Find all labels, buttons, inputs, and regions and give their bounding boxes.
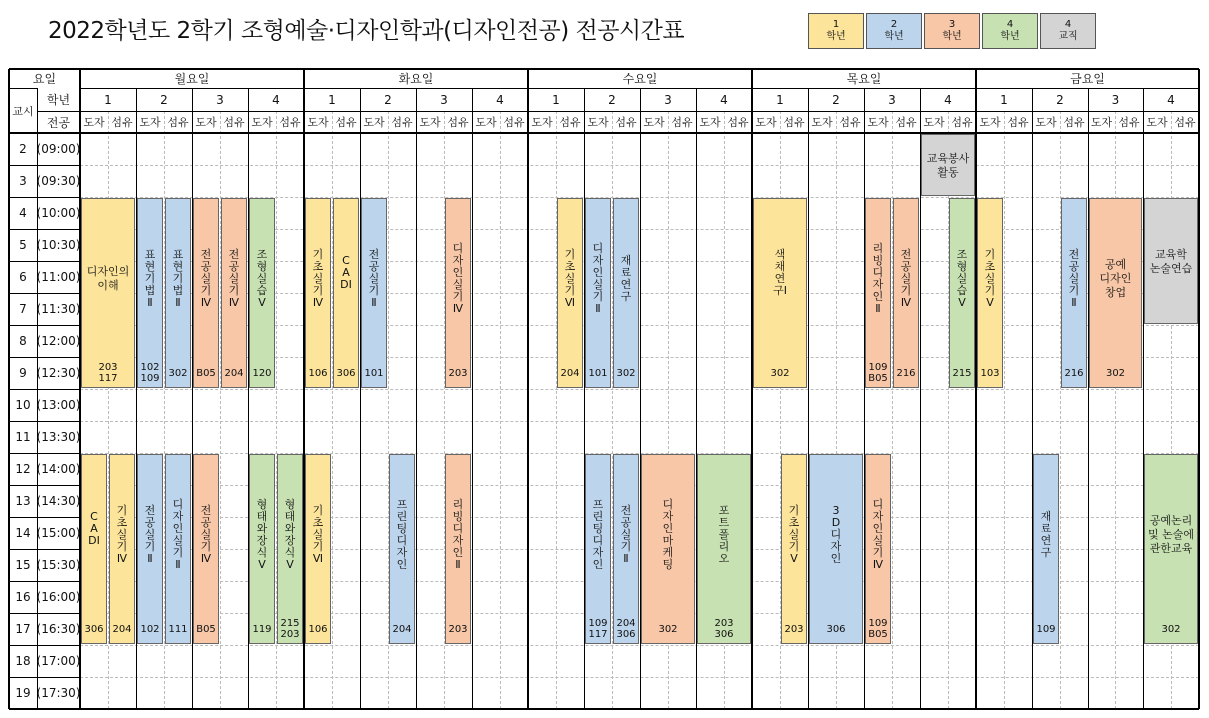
- period-number: 2: [19, 142, 27, 156]
- major-header: 도자: [643, 116, 665, 129]
- course-name: 교육봉사 활동: [926, 152, 970, 179]
- course-block[interactable]: [921, 134, 975, 196]
- period-number: 18: [15, 654, 31, 668]
- room-number: B05: [196, 368, 216, 379]
- course-block[interactable]: [585, 454, 611, 644]
- course-name: 기초실기Ⅳ: [116, 504, 128, 565]
- room-number: 204: [112, 624, 132, 635]
- year-header: 3: [888, 92, 896, 107]
- year-header: 4: [1167, 92, 1175, 107]
- major-header: 섬유: [279, 116, 301, 129]
- course-block[interactable]: [977, 198, 1003, 388]
- course-block[interactable]: [697, 454, 751, 644]
- major-header: 도자: [307, 116, 329, 129]
- legend-number: 2: [890, 19, 898, 30]
- course-block[interactable]: [585, 198, 611, 388]
- period-time: (09:30): [36, 174, 81, 188]
- year-header: 4: [720, 92, 728, 107]
- room-number: B05: [196, 624, 216, 635]
- course-name: 재료연구: [1040, 510, 1052, 559]
- course-name: 기초실기Ⅴ: [788, 504, 800, 565]
- period-number: 9: [19, 366, 27, 380]
- course-name: 기초실기Ⅵ: [312, 504, 324, 565]
- course-block[interactable]: [641, 454, 695, 644]
- course-name: 교육학 논술연습: [1149, 248, 1193, 275]
- course-name: 공예 디자인 창업: [1099, 258, 1132, 299]
- year-header: 1: [328, 92, 336, 107]
- course-block[interactable]: [445, 454, 471, 644]
- course-block[interactable]: [809, 454, 863, 644]
- course-name: 색채연구Ⅰ: [773, 248, 787, 297]
- course-name: 기초실기Ⅴ: [984, 248, 996, 309]
- header-gyosi: 교시: [12, 104, 34, 118]
- course-name: 전공실기Ⅳ: [228, 248, 240, 309]
- course-name: CADⅠ: [340, 254, 352, 291]
- period-time: (10:00): [36, 206, 81, 220]
- major-header: 도자: [811, 116, 833, 129]
- course-name: 디자인실기Ⅱ: [172, 498, 184, 571]
- page-title: 2022학년도 2학기 조형예술·디자인학과(디자인전공) 전공시간표: [48, 18, 685, 44]
- major-header: 섬유: [167, 116, 189, 129]
- course-name: 디자인실기Ⅳ: [872, 498, 884, 571]
- course-name: 표현기법Ⅱ: [172, 248, 184, 309]
- course-block[interactable]: [865, 454, 891, 644]
- course-block[interactable]: [557, 198, 583, 388]
- legend-label: 학년: [1000, 31, 1020, 42]
- major-header: 도자: [251, 116, 273, 129]
- course-block[interactable]: [1144, 198, 1198, 324]
- day-header: 월요일: [174, 72, 210, 86]
- major-header: 도자: [699, 116, 721, 129]
- year-header: 3: [440, 92, 448, 107]
- grid-vline: [975, 69, 977, 709]
- period-time: (17:00): [36, 654, 81, 668]
- room-number: 216: [1064, 368, 1084, 379]
- course-block[interactable]: [333, 198, 359, 388]
- grid-vline: [416, 111, 417, 709]
- legend-label: 학년: [884, 31, 904, 42]
- room-number: 204 306: [616, 618, 636, 640]
- course-block[interactable]: [1033, 454, 1059, 644]
- period-number: 15: [15, 558, 31, 572]
- room-number: 302: [770, 368, 790, 379]
- major-header: 도자: [475, 116, 497, 129]
- room-number: 302: [1105, 368, 1126, 379]
- major-header: 도자: [139, 116, 161, 129]
- major-header: 도자: [1146, 116, 1168, 129]
- day-header: 금요일: [1070, 72, 1105, 86]
- course-block[interactable]: [249, 454, 275, 644]
- legend-number: 4: [1064, 19, 1072, 30]
- major-header: 섬유: [559, 116, 581, 129]
- room-number: 306: [84, 624, 104, 635]
- period-time: (15:00): [36, 526, 81, 540]
- room-number: 109 B05: [868, 618, 888, 640]
- course-name: 전공실기Ⅱ: [144, 504, 156, 565]
- course-name: 프린팅디자인: [396, 498, 408, 571]
- major-header: 섬유: [391, 116, 413, 129]
- major-header: 섬유: [1174, 116, 1196, 129]
- room-number: 109 117: [588, 618, 608, 640]
- period-number: 12: [15, 462, 31, 476]
- year-header: 1: [776, 92, 784, 107]
- period-number: 8: [19, 334, 27, 348]
- course-block[interactable]: [193, 198, 219, 388]
- day-header: 화요일: [398, 72, 434, 86]
- course-name: 디자인의 이해: [86, 265, 130, 292]
- major-header: 섬유: [1063, 116, 1085, 129]
- year-header: 1: [1000, 92, 1008, 107]
- grid-vline: [472, 111, 473, 709]
- course-block[interactable]: [865, 198, 891, 388]
- year-header: 1: [552, 92, 560, 107]
- year-header: 4: [272, 92, 280, 107]
- course-block[interactable]: [613, 454, 639, 644]
- period-number: 16: [15, 590, 31, 604]
- course-name: 공예논리 및 논술에 관한교육: [1147, 514, 1194, 555]
- legend-number: 4: [1006, 19, 1014, 30]
- year-header: 4: [944, 92, 952, 107]
- period-number: 17: [15, 622, 31, 636]
- room-number: 102 109: [140, 362, 160, 384]
- period-time: (16:30): [36, 622, 81, 636]
- period-time: (10:30): [36, 238, 81, 252]
- major-header: 도자: [531, 116, 553, 129]
- room-number: 215: [952, 368, 972, 379]
- room-number: 302: [616, 368, 636, 379]
- room-number: 119: [252, 624, 272, 635]
- course-name: 형태와장식Ⅴ: [284, 498, 296, 571]
- grid-vline: [303, 69, 305, 709]
- period-time: (17:30): [36, 686, 81, 700]
- year-header: 3: [664, 92, 672, 107]
- course-block[interactable]: [277, 454, 303, 644]
- room-number: 109 B05: [868, 362, 888, 384]
- period-number: 19: [15, 686, 31, 700]
- room-number: 302: [168, 368, 188, 379]
- major-header: 섬유: [895, 116, 917, 129]
- course-block[interactable]: [781, 454, 807, 644]
- period-number: 4: [19, 206, 27, 220]
- major-header: 도자: [1090, 116, 1113, 129]
- major-header: 도자: [867, 116, 889, 129]
- year-header: 2: [160, 92, 168, 107]
- room-number: 215 203: [280, 618, 300, 640]
- room-number: 302: [658, 624, 678, 635]
- course-block[interactable]: [249, 198, 275, 388]
- year-header: 2: [1056, 92, 1064, 107]
- room-number: 302: [1161, 624, 1181, 635]
- course-block[interactable]: [893, 198, 919, 388]
- course-name: 전공실기Ⅱ: [1068, 248, 1080, 309]
- course-block[interactable]: [165, 454, 191, 644]
- major-header: 섬유: [447, 116, 469, 129]
- major-header: 도자: [979, 116, 1001, 129]
- course-name: 디자인마케팅: [662, 498, 674, 571]
- room-number: 204: [392, 624, 412, 635]
- course-name: 프린팅디자인: [592, 498, 604, 571]
- period-time: (15:30): [36, 558, 81, 572]
- major-header: 섬유: [951, 116, 973, 129]
- legend-number: 1: [832, 19, 840, 30]
- room-number: 203 117: [98, 362, 118, 384]
- major-header: 도자: [83, 116, 105, 129]
- major-header: 섬유: [1118, 116, 1140, 129]
- course-name: 조형실습Ⅴ: [256, 248, 268, 309]
- course-block[interactable]: [193, 454, 219, 644]
- grid-vline: [527, 69, 529, 709]
- grid-vline: [751, 69, 753, 709]
- major-header: 도자: [587, 116, 609, 129]
- period-number: 7: [19, 302, 27, 316]
- course-name: 디자인실기Ⅱ: [592, 242, 604, 315]
- day-header: 목요일: [846, 72, 882, 86]
- course-name: 전공실기Ⅳ: [200, 248, 212, 309]
- course-block[interactable]: [361, 198, 387, 388]
- course-name: 3D디자인: [830, 504, 842, 565]
- course-name: 조형실습Ⅴ: [956, 248, 968, 309]
- legend-label: 학년: [942, 31, 962, 42]
- major-header: 도자: [363, 116, 385, 129]
- year-header: 2: [832, 92, 840, 107]
- period-time: (13:00): [36, 398, 81, 412]
- grid-hline: [9, 708, 1199, 710]
- year-header: 3: [1111, 92, 1120, 107]
- year-header: 1: [104, 92, 112, 107]
- course-name: 기초실기Ⅵ: [564, 248, 576, 309]
- course-name: 기초실기Ⅳ: [312, 248, 324, 309]
- period-time: (16:00): [36, 590, 81, 604]
- room-number: 109: [1036, 624, 1056, 635]
- major-header: 섬유: [503, 116, 525, 129]
- major-header: 섬유: [223, 116, 245, 129]
- major-header: 섬유: [783, 116, 805, 129]
- grid-vline: [500, 111, 501, 709]
- room-number: 101: [588, 368, 608, 379]
- course-block[interactable]: [109, 454, 135, 644]
- course-name: 표현기법Ⅱ: [144, 248, 156, 309]
- major-header: 섬유: [1007, 116, 1029, 129]
- course-block[interactable]: [305, 454, 331, 644]
- course-name: 전공실기Ⅱ: [368, 248, 380, 309]
- year-header: 2: [384, 92, 392, 107]
- room-number: 306: [826, 624, 846, 635]
- course-block[interactable]: [445, 198, 471, 388]
- course-name: 리빙디자인Ⅱ: [452, 498, 464, 571]
- room-number: 106: [308, 624, 328, 635]
- period-number: 5: [19, 238, 27, 252]
- major-header: 섬유: [111, 116, 133, 129]
- course-block[interactable]: [137, 198, 163, 388]
- course-name: CADⅠ: [88, 510, 100, 547]
- year-header: 4: [496, 92, 504, 107]
- period-time: (13:30): [36, 430, 81, 444]
- course-name: 전공실기Ⅳ: [200, 504, 212, 565]
- room-number: 203: [448, 624, 468, 635]
- course-name: 디자인실기Ⅳ: [452, 242, 464, 315]
- year-header: 3: [216, 92, 224, 107]
- legend-number: 3: [948, 19, 956, 30]
- course-block[interactable]: [305, 198, 331, 388]
- course-block[interactable]: [1089, 198, 1142, 388]
- room-number: 204: [224, 368, 244, 379]
- course-name: 형태와장식Ⅴ: [256, 498, 268, 571]
- course-block[interactable]: [165, 198, 191, 388]
- grid-vline: [920, 111, 921, 709]
- room-number: 111: [168, 624, 188, 635]
- period-number: 10: [15, 398, 31, 412]
- course-block[interactable]: [221, 198, 247, 388]
- major-header: 도자: [755, 116, 777, 129]
- major-header: 섬유: [615, 116, 637, 129]
- major-header: 섬유: [727, 116, 749, 129]
- room-number: 204: [560, 368, 580, 379]
- period-number: 11: [15, 430, 31, 444]
- room-number: 203 306: [714, 618, 734, 640]
- room-number: 101: [364, 368, 384, 379]
- course-name: 전공실기Ⅱ: [620, 504, 632, 565]
- course-block[interactable]: [81, 454, 107, 644]
- period-time: (14:00): [36, 462, 81, 476]
- year-header: 2: [608, 92, 616, 107]
- room-number: 103: [980, 368, 1000, 379]
- course-block[interactable]: [389, 454, 415, 644]
- room-number: 203: [784, 624, 804, 635]
- room-number: 120: [252, 368, 272, 379]
- course-block[interactable]: [137, 454, 163, 644]
- major-header: 섬유: [671, 116, 693, 129]
- period-time: (11:30): [36, 302, 81, 316]
- period-number: 3: [19, 174, 27, 188]
- day-header: 수요일: [622, 72, 658, 86]
- major-header: 도자: [419, 116, 441, 129]
- period-time: (11:00): [36, 270, 81, 284]
- course-block[interactable]: [613, 198, 639, 388]
- major-header: 도자: [195, 116, 217, 129]
- period-time: (12:00): [36, 334, 81, 348]
- room-number: 106: [308, 368, 328, 379]
- major-header: 섬유: [839, 116, 861, 129]
- room-number: 203: [448, 368, 468, 379]
- course-block[interactable]: [753, 198, 807, 388]
- period-time: (12:30): [36, 366, 81, 380]
- room-number: 306: [336, 368, 356, 379]
- grid-vline: [1004, 111, 1005, 709]
- room-number: 216: [896, 368, 916, 379]
- header-hakyeon: 학년: [46, 93, 71, 107]
- major-header: 섬유: [335, 116, 357, 129]
- course-block[interactable]: [1144, 454, 1198, 644]
- room-number: 102: [140, 624, 160, 635]
- course-name: 리빙디자인Ⅱ: [872, 242, 884, 315]
- legend-label: 교직: [1058, 31, 1078, 42]
- period-number: 6: [19, 270, 27, 284]
- major-header: 도자: [923, 116, 945, 129]
- course-name: 포트폴리오: [718, 504, 730, 565]
- course-block[interactable]: [81, 198, 135, 388]
- legend-label: 학년: [826, 31, 846, 42]
- header-yoil: 요일: [32, 72, 57, 86]
- period-number: 13: [15, 494, 31, 508]
- period-time: (09:00): [36, 142, 81, 156]
- course-block[interactable]: [949, 198, 975, 388]
- course-name: 재료연구: [620, 254, 632, 303]
- period-time: (14:30): [36, 494, 81, 508]
- major-header: 도자: [1035, 116, 1057, 129]
- course-name: 전공실기Ⅳ: [900, 248, 912, 309]
- grid-vline: [1198, 69, 1200, 709]
- header-jeongong: 전공: [46, 115, 71, 130]
- period-number: 14: [15, 526, 31, 540]
- course-block[interactable]: [1061, 198, 1087, 388]
